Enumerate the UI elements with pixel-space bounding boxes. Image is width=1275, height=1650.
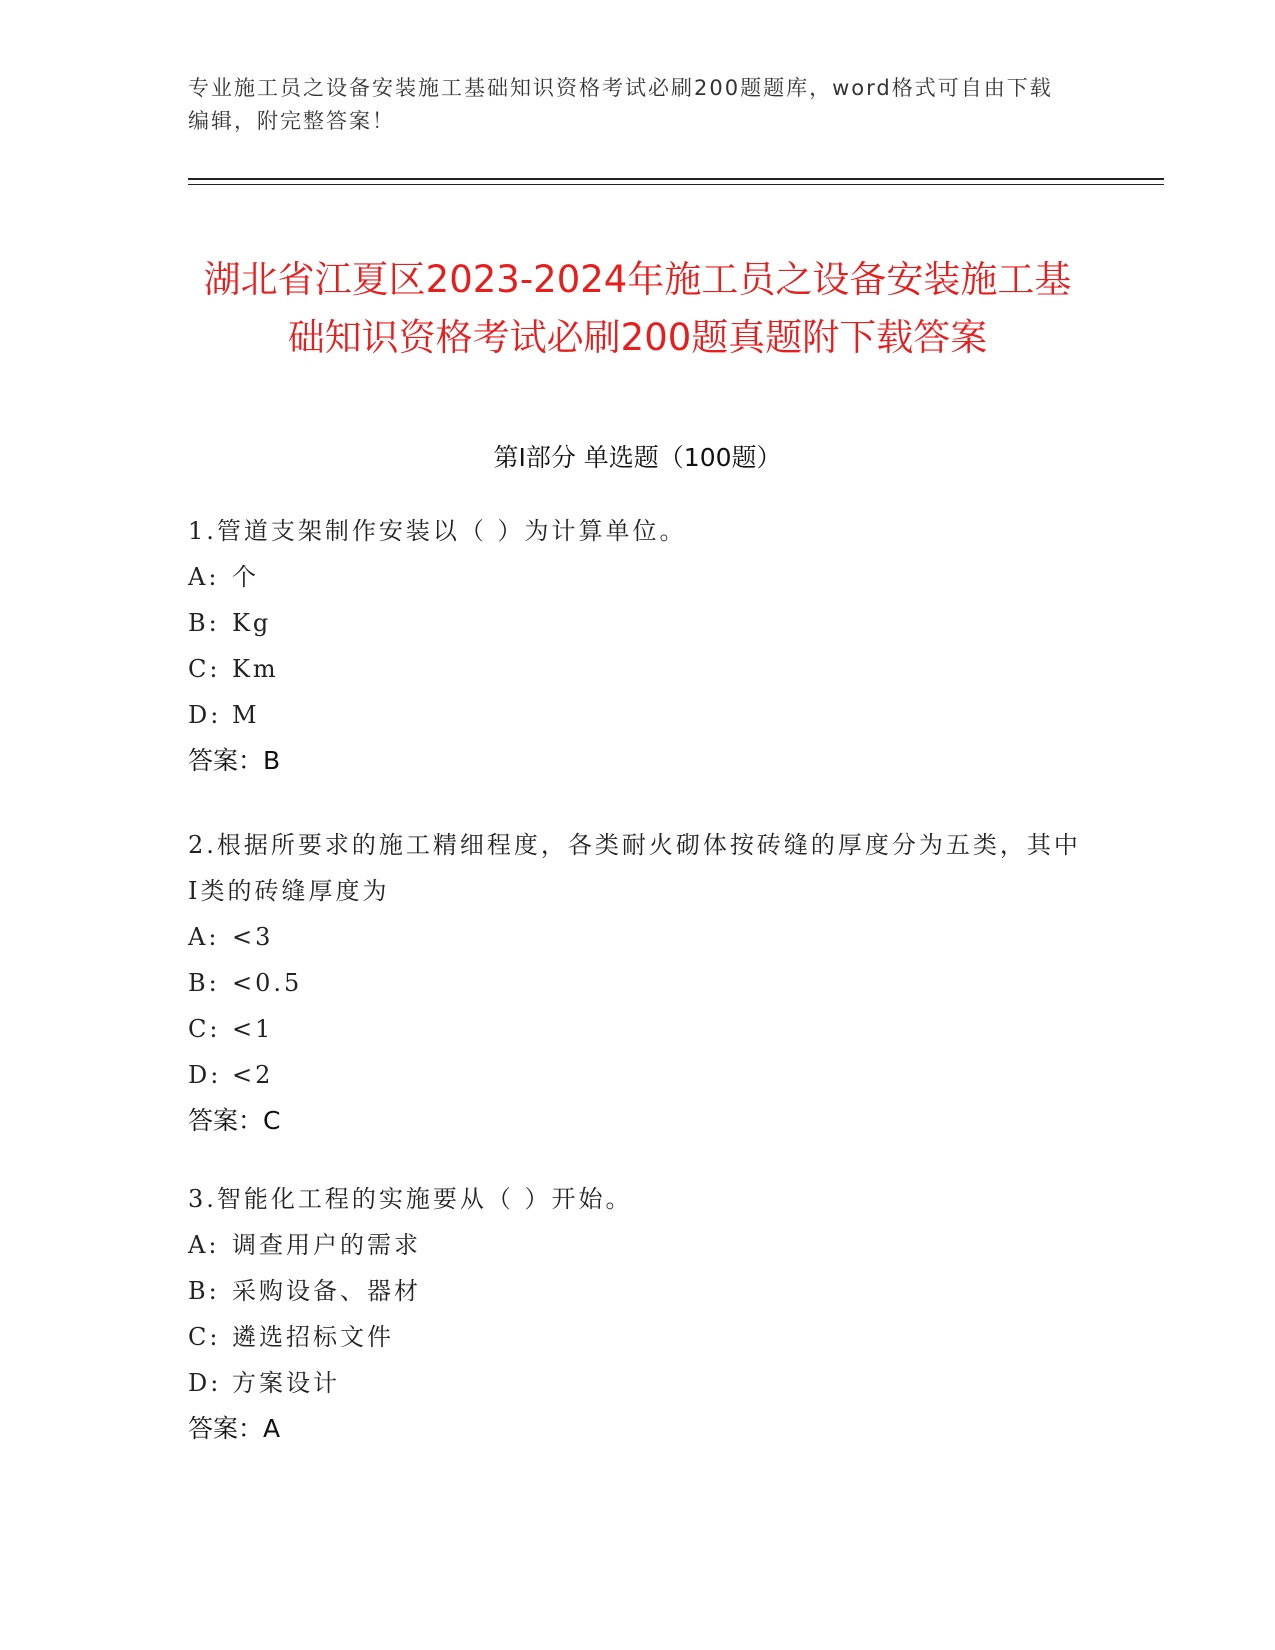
option-d: [188, 1360, 1088, 1406]
document-title: 湖北省江夏区2023-2024年施工员之设备安装施工基础知识资格考试必刷200题真题附下载答案: [203, 257, 1072, 359]
option-text: 方案设计: [232, 1369, 340, 1397]
answer-label: 答案：: [188, 1106, 264, 1135]
question-text: 2.根据所要求的施工精细程度，各类耐火砌体按砖缝的厚度分为五类，其中Ⅰ类的砖缝厚度为: [188, 831, 1081, 905]
option-b: [188, 960, 1088, 1006]
answer-value: A: [263, 1414, 281, 1443]
option-key: C:: [188, 655, 221, 683]
option-key: A:: [188, 1231, 220, 1259]
option-key: B:: [188, 969, 220, 997]
option-text: <2: [232, 1061, 274, 1089]
option-text: Kg: [232, 609, 272, 637]
question-2: [188, 822, 1088, 1144]
answer-label: 答案：: [188, 746, 264, 775]
option-text: 调查用户的需求: [232, 1231, 421, 1259]
header-note: 专业施工员之设备安装施工基础知识资格考试必刷200题题库，word格式可自由下载编辑，附完整答案！: [188, 76, 1053, 133]
answer-line: [188, 1406, 1088, 1452]
option-text: 遴选招标文件: [232, 1323, 394, 1351]
question-text: 1.管道支架制作安装以（ ）为计算单位。: [188, 517, 687, 545]
option-a: [188, 1222, 1088, 1268]
option-text: M: [232, 701, 260, 729]
option-b: [188, 1268, 1088, 1314]
option-text: <0.5: [232, 969, 303, 997]
option-key: B:: [188, 609, 220, 637]
option-d: [188, 692, 1088, 738]
option-key: A:: [188, 563, 220, 591]
option-text: <3: [232, 923, 274, 951]
option-c: [188, 646, 1088, 692]
answer-value: B: [263, 746, 281, 775]
option-key: A:: [188, 923, 220, 951]
option-text: 个: [232, 563, 259, 591]
option-c: [188, 1006, 1088, 1052]
header-divider-thin: [188, 184, 1164, 185]
option-text: Km: [232, 655, 279, 683]
header-divider-thick: [188, 178, 1164, 180]
option-a: [188, 914, 1088, 960]
question-text: 3.智能化工程的实施要从（ ）开始。: [188, 1185, 633, 1213]
option-key: D:: [188, 1369, 222, 1397]
option-key: D:: [188, 1061, 222, 1089]
option-b: [188, 600, 1088, 646]
answer-line: [188, 738, 1088, 784]
section-heading: 第Ⅰ部分 单选题（100题）: [493, 443, 782, 472]
question-1: [188, 508, 1088, 784]
answer-label: 答案：: [188, 1414, 264, 1443]
option-key: C:: [188, 1015, 221, 1043]
question-3: [188, 1176, 1088, 1452]
answer-line: [188, 1098, 1088, 1144]
option-d: [188, 1052, 1088, 1098]
option-c: [188, 1314, 1088, 1360]
option-key: D:: [188, 701, 222, 729]
option-key: B:: [188, 1277, 220, 1305]
option-text: 采购设备、器材: [232, 1277, 421, 1305]
answer-value: C: [263, 1106, 281, 1135]
option-text: <1: [232, 1015, 274, 1043]
option-key: C:: [188, 1323, 221, 1351]
option-a: [188, 554, 1088, 600]
